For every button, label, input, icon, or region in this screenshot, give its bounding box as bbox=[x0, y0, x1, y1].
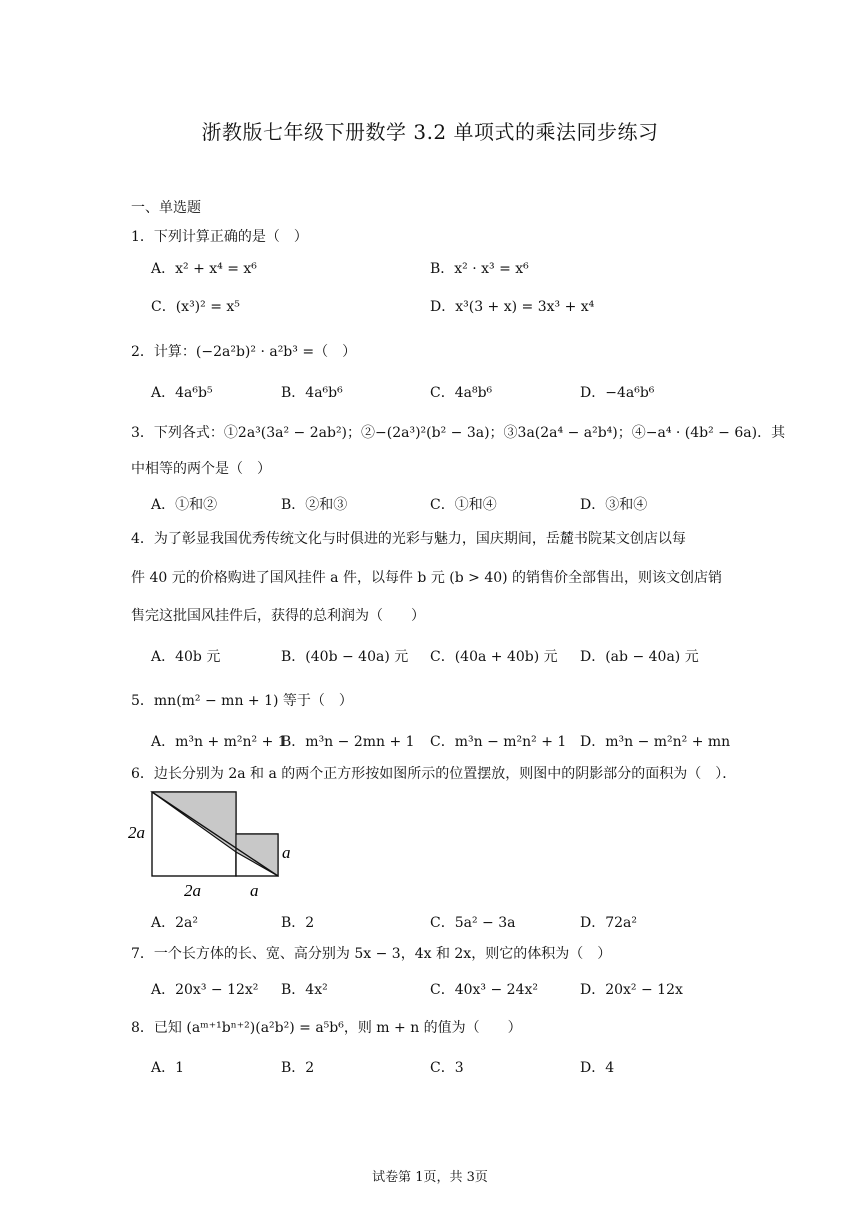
squares-diagram bbox=[128, 788, 308, 900]
question-8-option-b[interactable]: B．2 bbox=[281, 1060, 315, 1076]
question-8-stem: 8．已知 (aᵐ⁺¹bⁿ⁺²)(a²b²) = a⁵b⁶，则 m + n 的值为（ ） bbox=[131, 1020, 522, 1036]
question-1-option-d[interactable]: D．x³(3 + x) = 3x³ + x⁴ bbox=[430, 299, 595, 315]
label-bottom-a: a bbox=[250, 881, 259, 900]
question-2-option-c[interactable]: C．4a⁸b⁶ bbox=[430, 385, 493, 401]
page-title: 浙教版七年级下册数学 3.2 单项式的乘法同步练习 bbox=[201, 120, 659, 144]
question-6-option-b[interactable]: B．2 bbox=[281, 915, 315, 931]
question-7-stem: 7．一个长方体的长、宽、高分别为 5x − 3，4x 和 2x，则它的体积为（ ） bbox=[131, 946, 612, 962]
question-4-option-d[interactable]: D．(ab − 40a) 元 bbox=[580, 649, 699, 665]
question-2-stem: 2．计算：(−2a²b)² · a²b³ =（ ） bbox=[131, 344, 357, 360]
label-bottom-2a: 2a bbox=[184, 881, 201, 900]
question-8-option-a[interactable]: A．1 bbox=[151, 1060, 185, 1076]
question-7-option-d[interactable]: D．20x² − 12x bbox=[580, 982, 683, 998]
question-3-option-c[interactable]: C．①和④ bbox=[430, 497, 497, 513]
question-2-option-b[interactable]: B．4a⁶b⁶ bbox=[281, 385, 343, 401]
question-6-option-c[interactable]: C．5a² − 3a bbox=[430, 915, 516, 931]
question-4-option-b[interactable]: B．(40b − 40a) 元 bbox=[281, 649, 409, 665]
question-5-option-c[interactable]: C．m³n − m²n² + 1 bbox=[430, 734, 567, 750]
label-right-a: a bbox=[282, 843, 291, 862]
question-6-option-a[interactable]: A．2a² bbox=[151, 915, 198, 931]
squares-figure bbox=[128, 788, 308, 904]
question-1-stem: 1．下列计算正确的是（ ） bbox=[131, 229, 308, 245]
question-4-option-a[interactable]: A．40b 元 bbox=[151, 649, 221, 665]
question-7-option-a[interactable]: A．20x³ − 12x² bbox=[151, 982, 259, 998]
page-footer: 试卷第 1页，共 3页 bbox=[372, 1170, 488, 1185]
question-3-option-d[interactable]: D．③和④ bbox=[580, 497, 648, 513]
question-6-option-d[interactable]: D．72a² bbox=[580, 915, 637, 931]
question-4-option-c[interactable]: C．(40a + 40b) 元 bbox=[430, 649, 558, 665]
question-5-option-d[interactable]: D．m³n − m²n² + mn bbox=[580, 734, 731, 750]
question-4-stem-line2: 件 40 元的价格购进了国风挂件 a 件，以每件 b 元 (b > 40) 的销售价全部售出，则该文创店销 bbox=[131, 570, 723, 586]
question-2-option-a[interactable]: A．4a⁶b⁵ bbox=[151, 385, 213, 401]
question-3-stem-line2: 中相等的两个是（ ） bbox=[131, 461, 271, 477]
question-7-option-b[interactable]: B．4x² bbox=[281, 982, 328, 998]
question-3-option-a[interactable]: A．①和② bbox=[151, 497, 218, 513]
question-8-option-d[interactable]: D．4 bbox=[580, 1060, 615, 1076]
question-5-option-b[interactable]: B．m³n − 2mn + 1 bbox=[281, 734, 415, 750]
label-left-2a: 2a bbox=[128, 823, 145, 842]
question-4-stem: 4．为了彰显我国优秀传统文化与时俱进的光彩与魅力，国庆期间，岳麓书院某文创店以每 bbox=[131, 531, 686, 547]
question-4-stem-line3: 售完这批国风挂件后，获得的总利润为（ ） bbox=[131, 608, 425, 624]
question-6-stem: 6．边长分别为 2a 和 a 的两个正方形按如图所示的位置摆放，则图中的阴影部分的面积为（ ）． bbox=[131, 766, 737, 782]
question-2-option-d[interactable]: D．−4a⁶b⁶ bbox=[580, 385, 655, 401]
question-5-stem: 5．mn(m² − mn + 1) 等于（ ） bbox=[131, 693, 353, 709]
question-8-option-c[interactable]: C．3 bbox=[430, 1060, 464, 1076]
question-1-option-c[interactable]: C．(x³)² = x⁵ bbox=[151, 299, 240, 315]
question-1-option-a[interactable]: A．x² + x⁴ = x⁶ bbox=[151, 261, 257, 277]
question-5-option-a[interactable]: A．m³n + m²n² + 1 bbox=[151, 734, 287, 750]
question-3-option-b[interactable]: B．②和③ bbox=[281, 497, 348, 513]
section-heading: 一、单选题 bbox=[131, 200, 201, 216]
question-7-option-c[interactable]: C．40x³ − 24x² bbox=[430, 982, 538, 998]
question-1-option-b[interactable]: B．x² · x³ = x⁶ bbox=[430, 261, 529, 277]
question-3-stem: 3．下列各式：①2a³(3a² − 2ab²)；②−(2a³)²(b² − 3a)；③3a(2a⁴ − a²b⁴)；④−a⁴ · (4b² − 6a)．其 bbox=[131, 425, 786, 441]
